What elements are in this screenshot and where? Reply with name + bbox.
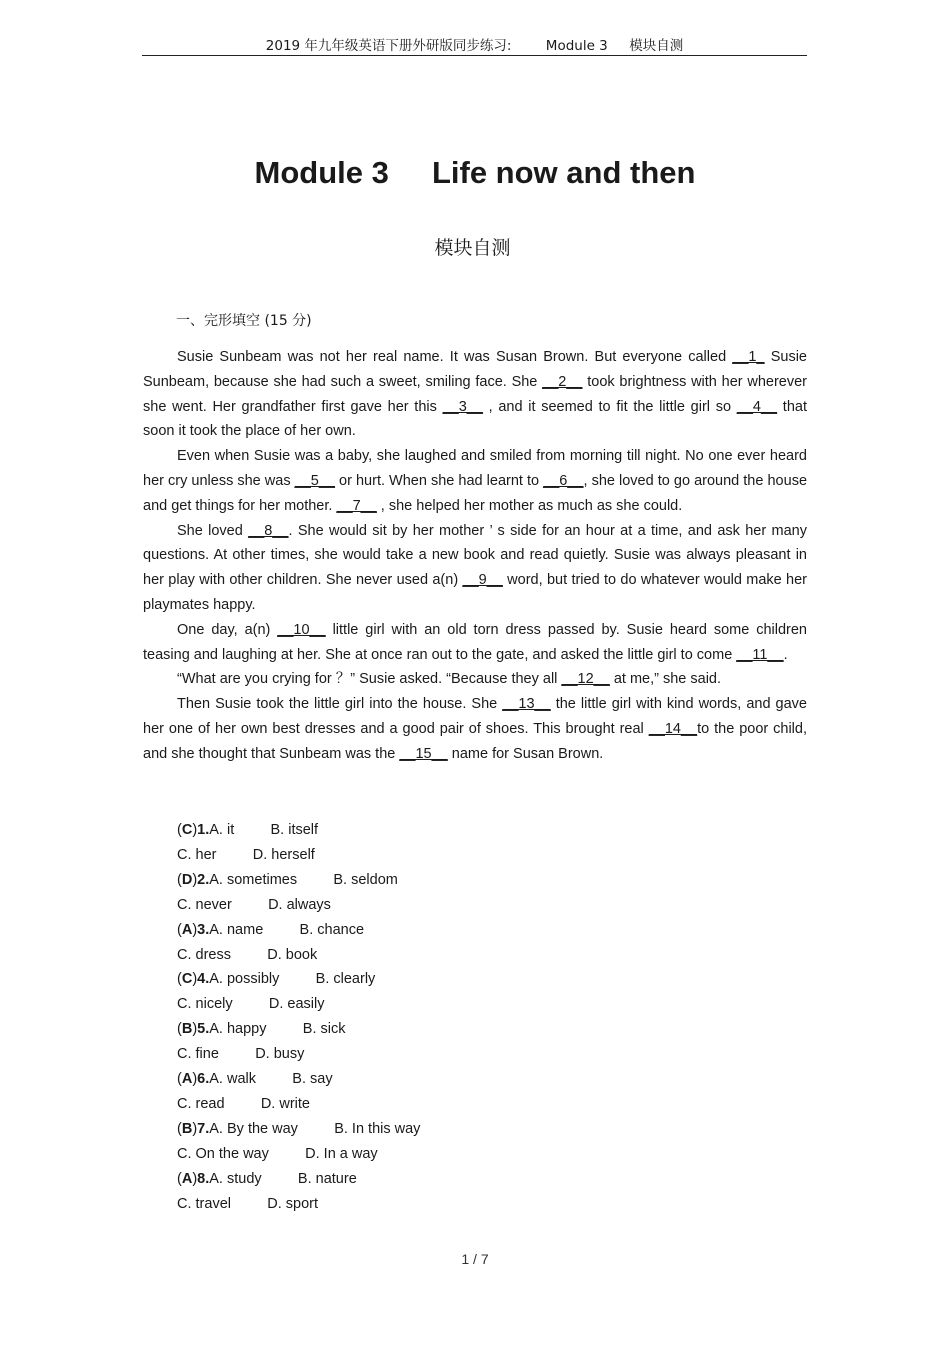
option-b: B. sick (302, 1021, 346, 1038)
passage-paragraph (143, 519, 807, 618)
question-number: 5. (197, 1021, 210, 1038)
option-c: C. fine (177, 1046, 219, 1063)
option-a: A. By the way (209, 1120, 298, 1137)
option-b: B. nature (297, 1170, 357, 1187)
cloze-blank: __15__ (399, 745, 448, 762)
option-a: A. happy (209, 1021, 267, 1038)
answer-letter: D (181, 871, 193, 888)
passage-text: or hurt. When she had learnt to (334, 472, 544, 489)
passage-text: little girl with an old torn dress passed by. Susie heard some children teasing and laughing at her. She at once ran out to the gate, and asked the little girl to come (143, 621, 808, 663)
question-number: 8. (197, 1170, 210, 1187)
cloze-blank: __9__ (462, 572, 503, 589)
passage-text: to the poor child, and she thought that Sunbeam was the (143, 720, 807, 762)
passage-text: word, but tried to do whatever would make her playmates happy. (143, 572, 807, 613)
module-title: Module 3 Life now and then (254, 155, 696, 190)
option-c: C. read (177, 1095, 225, 1112)
question-list (177, 818, 420, 1217)
question-options-row (177, 1192, 420, 1217)
running-header: 2019 年九年级英语下册外研版同步练习: Module 3 模块自测 (142, 37, 807, 56)
option-d: D. herself (252, 846, 315, 863)
passage-paragraph (143, 692, 807, 766)
cloze-blank: __12__ (561, 671, 610, 688)
passage-text: She loved (177, 522, 249, 539)
passage-text: Even when Susie was a baby, she laughed and smiled from morning till night. No one ever heard her cry unless she was (143, 448, 807, 489)
option-c: C. nicely (177, 996, 233, 1013)
passage-text: that soon it took the place of her own. (143, 398, 807, 440)
question-item: (A)6.A. walk B. say (177, 1071, 333, 1088)
cloze-blank: __3__ (442, 398, 483, 415)
question-item: (C)4.A. possibly B. clearly (177, 971, 376, 988)
question-item: (A)3.A. name B. chance (177, 921, 365, 938)
option-b: B. seldom (333, 871, 398, 888)
option-b: B. say (292, 1071, 333, 1088)
cloze-blank: __8__ (248, 522, 289, 539)
option-b: B. In this way (334, 1120, 421, 1137)
option-d: D. write (260, 1095, 310, 1112)
passage-text: “What are you crying for ？” Susie asked. “Because they all (177, 671, 562, 688)
option-d: D. sport (267, 1195, 319, 1212)
passage-text: Susie Sunbeam was not her real name. It was Susan Brown. But everyone called (177, 349, 733, 365)
passage-text: Susie Sunbeam, because she had such a sweet, smiling face. She (143, 349, 807, 390)
question-options-row (177, 943, 420, 968)
passage-text: the little girl with kind words, and gave her one of her own best dresses and a good pair of shoes. This brought real (143, 696, 807, 737)
option-d: D. easily (268, 996, 325, 1013)
question-options-row (177, 893, 420, 918)
option-c: C. travel (177, 1195, 231, 1212)
answer-letter: A (181, 1071, 193, 1088)
question-number: 4. (197, 971, 210, 988)
cloze-blank: __6__ (543, 472, 584, 489)
option-a: A. walk (209, 1071, 257, 1088)
option-a: A. name (209, 921, 264, 938)
cloze-blank: __4__ (736, 398, 778, 415)
answer-letter: C (181, 822, 193, 838)
passage-text: , and it seemed to fit the little girl so (482, 398, 737, 415)
answer-letter: A (181, 921, 193, 938)
passage-paragraph (143, 444, 807, 518)
answer-letter: C (181, 971, 193, 988)
cloze-passage (143, 345, 807, 767)
passage-text: took brightness with her wherever she went. Her grandfather first gave her this (143, 373, 807, 415)
option-a: A. it (209, 822, 235, 838)
option-b: B. itself (270, 822, 319, 838)
module-subtitle: 模块自测 (434, 237, 511, 259)
passage-paragraph (143, 667, 807, 692)
option-c: C. her (177, 846, 217, 863)
question-item: (C)1.A. it B. itself (177, 822, 319, 838)
option-a: A. sometimes (209, 871, 298, 888)
option-b: B. clearly (315, 971, 376, 988)
option-d: D. busy (255, 1046, 305, 1063)
passage-text: Then Susie took the little girl into the house. She (177, 696, 503, 713)
question-options-row (177, 843, 420, 868)
answer-letter: B (181, 1021, 193, 1038)
passage-paragraph (143, 618, 807, 668)
passage-text: One day, a(n) (177, 621, 278, 638)
cloze-blank: __11__ (736, 646, 784, 663)
option-d: D. book (267, 946, 318, 963)
passage-text: at me,” she said. (609, 671, 722, 688)
cloze-blank: __10__ (277, 621, 326, 638)
question-options-row (177, 1142, 420, 1167)
option-c: C. On the way (177, 1145, 269, 1162)
option-b: B. chance (299, 921, 365, 938)
cloze-blank: __7__ (336, 497, 377, 514)
question-number: 6. (197, 1071, 210, 1088)
passage-text: . She would sit by her mother ’ s side for an hour at a time, and ask her many questions. At other times, she would take a new book and read quietly. Susie was always pleasant in her play with other children. She never used a(n) (143, 522, 807, 589)
cloze-blank: __2__ (542, 373, 583, 390)
cloze-blank: __13__ (502, 696, 551, 713)
option-c: C. never (177, 896, 232, 913)
section-heading: 一、完形填空 (15 分) (176, 313, 312, 329)
option-a: A. possibly (209, 971, 280, 988)
passage-text: , she helped her mother as much as she could. (376, 497, 683, 514)
question-item: (B)5.A. happy B. sick (177, 1021, 346, 1038)
passage-text: . (783, 646, 788, 663)
option-a: A. study (209, 1170, 262, 1187)
passage-paragraph (143, 345, 807, 444)
option-d: D. In a way (305, 1145, 378, 1162)
answer-letter: A (181, 1170, 193, 1187)
question-number: 7. (197, 1120, 210, 1137)
option-d: D. always (268, 896, 331, 913)
question-number: 3. (197, 921, 210, 938)
cloze-blank: __5__ (294, 472, 335, 489)
question-number: 2. (197, 871, 210, 888)
question-item: (A)8.A. study B. nature (177, 1170, 357, 1187)
passage-text: , she loved to go around the house and get things for her mother. (143, 472, 808, 514)
option-c: C. dress (177, 946, 231, 963)
answer-letter: B (181, 1120, 193, 1137)
cloze-blank: __14__ (648, 720, 698, 737)
passage-text: name for Susan Brown. (447, 745, 604, 762)
page-number: 1 / 7 (461, 1251, 489, 1267)
question-number: 1. (197, 822, 210, 838)
question-options-row (177, 1042, 420, 1067)
question-options-row (177, 992, 420, 1017)
cloze-blank: __1_ (732, 349, 765, 365)
question-item: (B)7.A. By the way B. In this way (177, 1120, 421, 1137)
question-options-row (177, 1092, 420, 1117)
question-item: (D)2.A. sometimes B. seldom (177, 871, 398, 888)
